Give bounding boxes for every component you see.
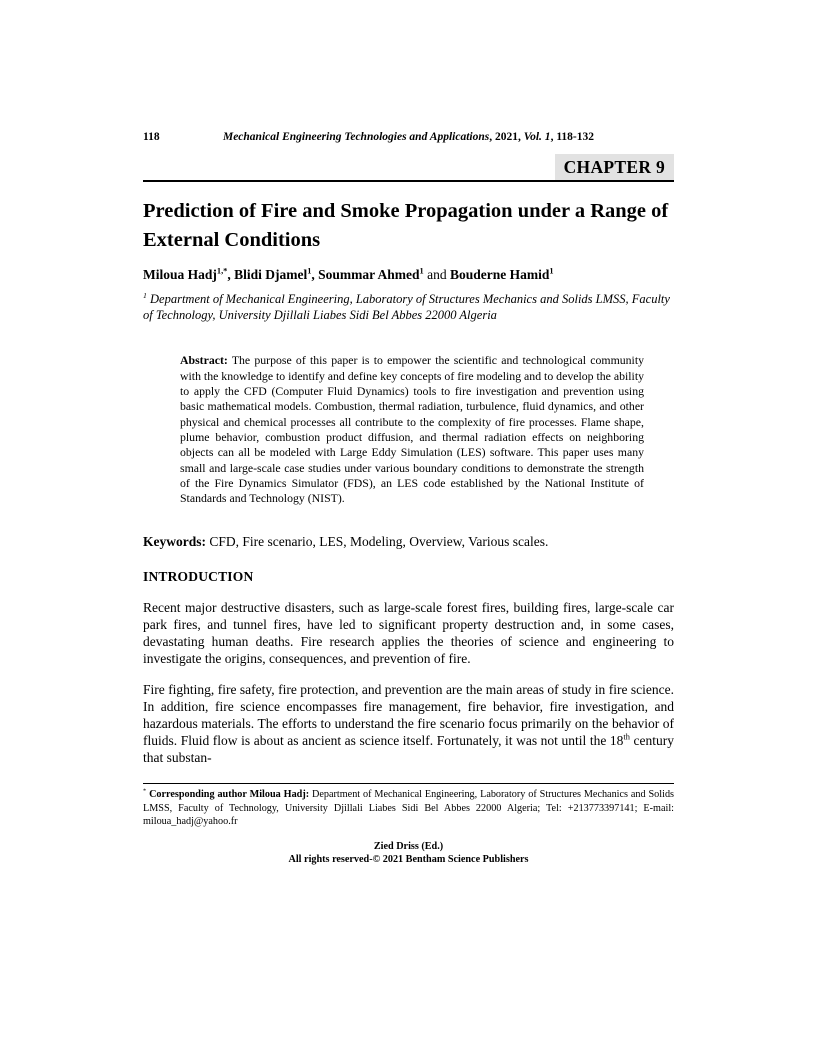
footnote-marker: * [143, 787, 147, 795]
running-title [223, 131, 594, 143]
page-number: 118 [143, 131, 160, 143]
abstract-text: The purpose of this paper is to empower the scientific and technological community with the knowledge to identify and define key concepts of fire modeling and to develop the ability to apply the CFD (Computer Fluid Dynamics) tools to fire investigation and prevention using basic mathematical models. Combustion, thermal radiation, turbulence, fluid dynamics, and other physical and chemical processes all contribute to the complexity of fire processes. Flame shape, plume behavior, combustion product diffusion, and thermal radiation effects on neighboring objects can all be modeled with Large Eddy Simulation (LES) software. This paper uses many small and large-scale case studies under various boundary conditions to demonstrate the strength of the Fire Dynamics Simulator (FDS), an LES code established by the National Institute of Standards and Technology (NIST). [180, 353, 644, 506]
author-superscript-3: 1 [419, 266, 424, 276]
footnote-rule [143, 783, 674, 784]
publisher-rights: All rights reserved-© 2021 Bentham Science Publishers [288, 854, 529, 866]
chapter-badge: CHAPTER 9 [555, 154, 674, 180]
paragraph-1: Recent major destructive disasters, such as large-scale forest fires, building fires, large-scale car park fires, and tunnel fires, have led to significant property destruction and, in some cases, devastating human deaths. Fire research applies the theories of science and engineering to investigate the origins, consequences, and prevention of fire. [143, 600, 674, 667]
author-superscript-1: 1,* [216, 266, 228, 276]
authors-and-word: and [423, 267, 450, 283]
page-content [143, 0, 674, 867]
section-heading-introduction: INTRODUCTION [143, 569, 254, 585]
author-superscript-2: 1 [307, 266, 312, 276]
author-separator-2: , [311, 267, 319, 283]
author-name-3: Soummar Ahmed [318, 267, 420, 283]
keywords-label: Keywords: [143, 533, 206, 549]
footnote-text: Department of Mechanical Engineering, Laboratory of Structures Mechanics and Solids LMSS, Faculty of Technology, University Djillali Liabes Sidi Bel Abbes 22000 Algeria; Tel: +213773397141; E-mail: miloua_hadj@yahoo.fr [143, 789, 674, 828]
paragraph-2-text-end: century that substan- [143, 733, 674, 766]
author-superscript-4: 1 [549, 266, 554, 276]
journal-meta: , 2021, [489, 131, 524, 143]
journal-volume: Vol. 1 [523, 131, 551, 143]
abstract-label: Abstract: [180, 353, 228, 368]
author-separator-1: , [227, 267, 235, 283]
publisher-editor: Zied Driss (Ed.) [373, 840, 444, 852]
author-name-1: Miloua Hadj [143, 267, 217, 283]
abstract [180, 353, 644, 506]
author-name-4: Bouderne Hamid [449, 267, 550, 283]
author-name-2: Blidi Djamel [234, 267, 308, 283]
keywords-line [143, 533, 674, 551]
authors-line [143, 266, 674, 284]
journal-title: Mechanical Engineering Technologies and Applications [222, 131, 490, 143]
footnote-bold-lead: Corresponding author Miloua Hadj: [146, 789, 310, 801]
paragraph-2-text: Fire fighting, fire safety, fire protection, and prevention are the main areas of study in fire science. In addition, fire science encompasses fire management, fire behavior, fire investigation, and hazardous materials. The efforts to understand the fire scenario focus primarily on the behavior of fluids. Fluid flow is about as ancient as science itself. Fortunately, it was not until the 18 [143, 682, 674, 749]
affiliation-superscript: 1 [143, 290, 147, 300]
affiliation-text: Department of Mechanical Engineering, Laboratory of Structures Mechanics and Solids LMSS, Faculty of Technology, University Djillali Liabes Sidi Bel Abbes 22000 Algeria [143, 291, 670, 323]
chapter-banner-row [143, 154, 674, 182]
running-head [143, 131, 674, 145]
journal-pages: , 118-132 [550, 131, 595, 143]
article-title: Prediction of Fire and Smoke Propagation under a Range of External Conditions [143, 199, 669, 251]
corresponding-author-footnote [143, 788, 674, 828]
paragraph-2 [143, 681, 674, 766]
affiliation [143, 291, 674, 325]
paragraph-2-ordinal-superscript: th [623, 732, 630, 742]
keywords-text: CFD, Fire scenario, LES, Modeling, Overview, Various scales. [206, 533, 549, 549]
publisher-block [143, 840, 674, 868]
